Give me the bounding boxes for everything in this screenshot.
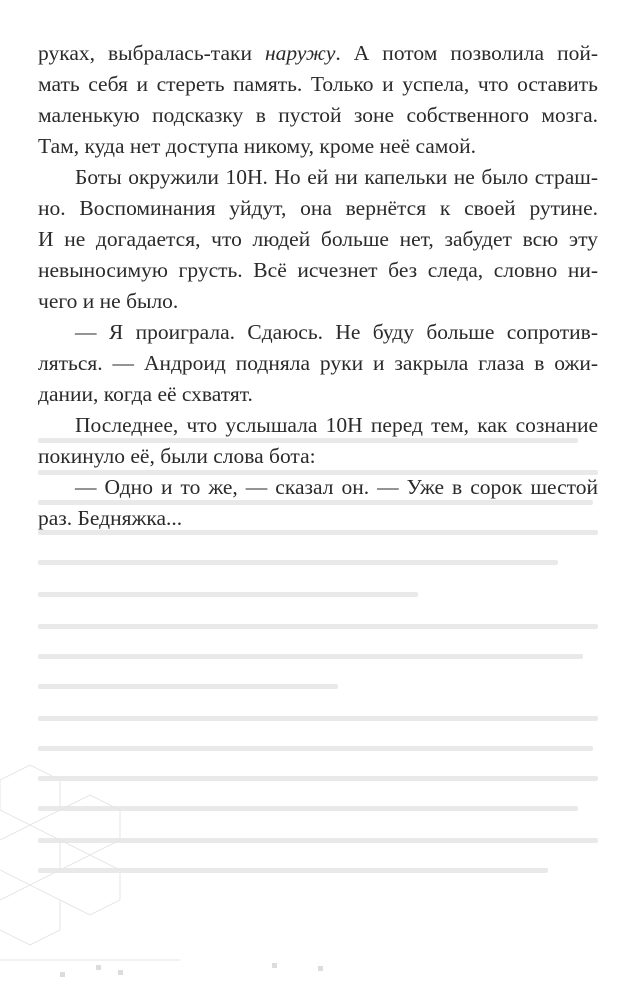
paragraph-4 bbox=[38, 410, 598, 472]
decoration-dot bbox=[318, 966, 323, 971]
show-through-line bbox=[38, 624, 598, 629]
text-line: раз. Бедняжка... bbox=[38, 506, 183, 530]
text-line: — Я проиграла. Сдаюсь. Не буду больше сопротив- bbox=[75, 320, 598, 344]
show-through-line bbox=[38, 592, 418, 597]
text-line: Там, куда нет доступа никому, кроме неё самой. bbox=[38, 134, 477, 158]
show-through-line bbox=[38, 776, 598, 781]
decoration-dot bbox=[96, 965, 101, 970]
paragraph-5 bbox=[38, 472, 598, 534]
italic-word: наружу bbox=[264, 41, 336, 65]
show-through-line bbox=[38, 654, 583, 659]
text-line: покинуло её, были слова бота: bbox=[38, 444, 316, 468]
show-through-line bbox=[38, 716, 598, 721]
text-line: Боты окружили 10H. Но ей ни капельки не было страш- bbox=[75, 165, 598, 189]
text-line: маленькую подсказку в пустой зоне собственного мозга. bbox=[38, 103, 598, 127]
text-line: чего и не было. bbox=[38, 289, 179, 313]
text-segment: руках, выбралась-таки bbox=[38, 41, 265, 65]
paragraph-3 bbox=[38, 317, 598, 410]
decoration-dot bbox=[60, 972, 65, 977]
text-line: невыносимую грусть. Всё исчезнет без следа, словно ни- bbox=[38, 258, 598, 282]
paragraph-1 bbox=[38, 38, 598, 162]
text-line: И не догадается, что людей больше нет, забудет всю эту bbox=[38, 227, 598, 251]
text-line: — Одно и то же, — сказал он. — Уже в сорок шестой bbox=[75, 475, 598, 499]
page-text bbox=[38, 38, 598, 534]
show-through-line bbox=[38, 684, 338, 689]
text-line: ляться. — Андроид подняла руки и закрыла глаза в ожи- bbox=[38, 351, 598, 375]
hexagon-pattern-icon bbox=[0, 760, 200, 1000]
show-through-line bbox=[38, 746, 593, 751]
decoration-dot bbox=[118, 970, 123, 975]
show-through-line bbox=[38, 838, 598, 843]
paragraph-2 bbox=[38, 162, 598, 317]
show-through-line bbox=[38, 806, 578, 811]
text-line bbox=[38, 38, 598, 69]
text-line: мать себя и стереть память. Только и успела, что оставить bbox=[38, 72, 598, 96]
show-through-line bbox=[38, 560, 558, 565]
decoration-dot bbox=[272, 963, 277, 968]
text-line: но. Воспоминания уйдут, она вернётся к своей рутине. bbox=[38, 196, 598, 220]
text-segment: . А потом позволила пой- bbox=[335, 41, 598, 65]
show-through-line bbox=[38, 868, 548, 873]
text-line: Последнее, что услышала 10H перед тем, как сознание bbox=[75, 413, 598, 437]
corner-decoration bbox=[0, 760, 200, 1000]
text-line: дании, когда её схватят. bbox=[38, 382, 253, 406]
